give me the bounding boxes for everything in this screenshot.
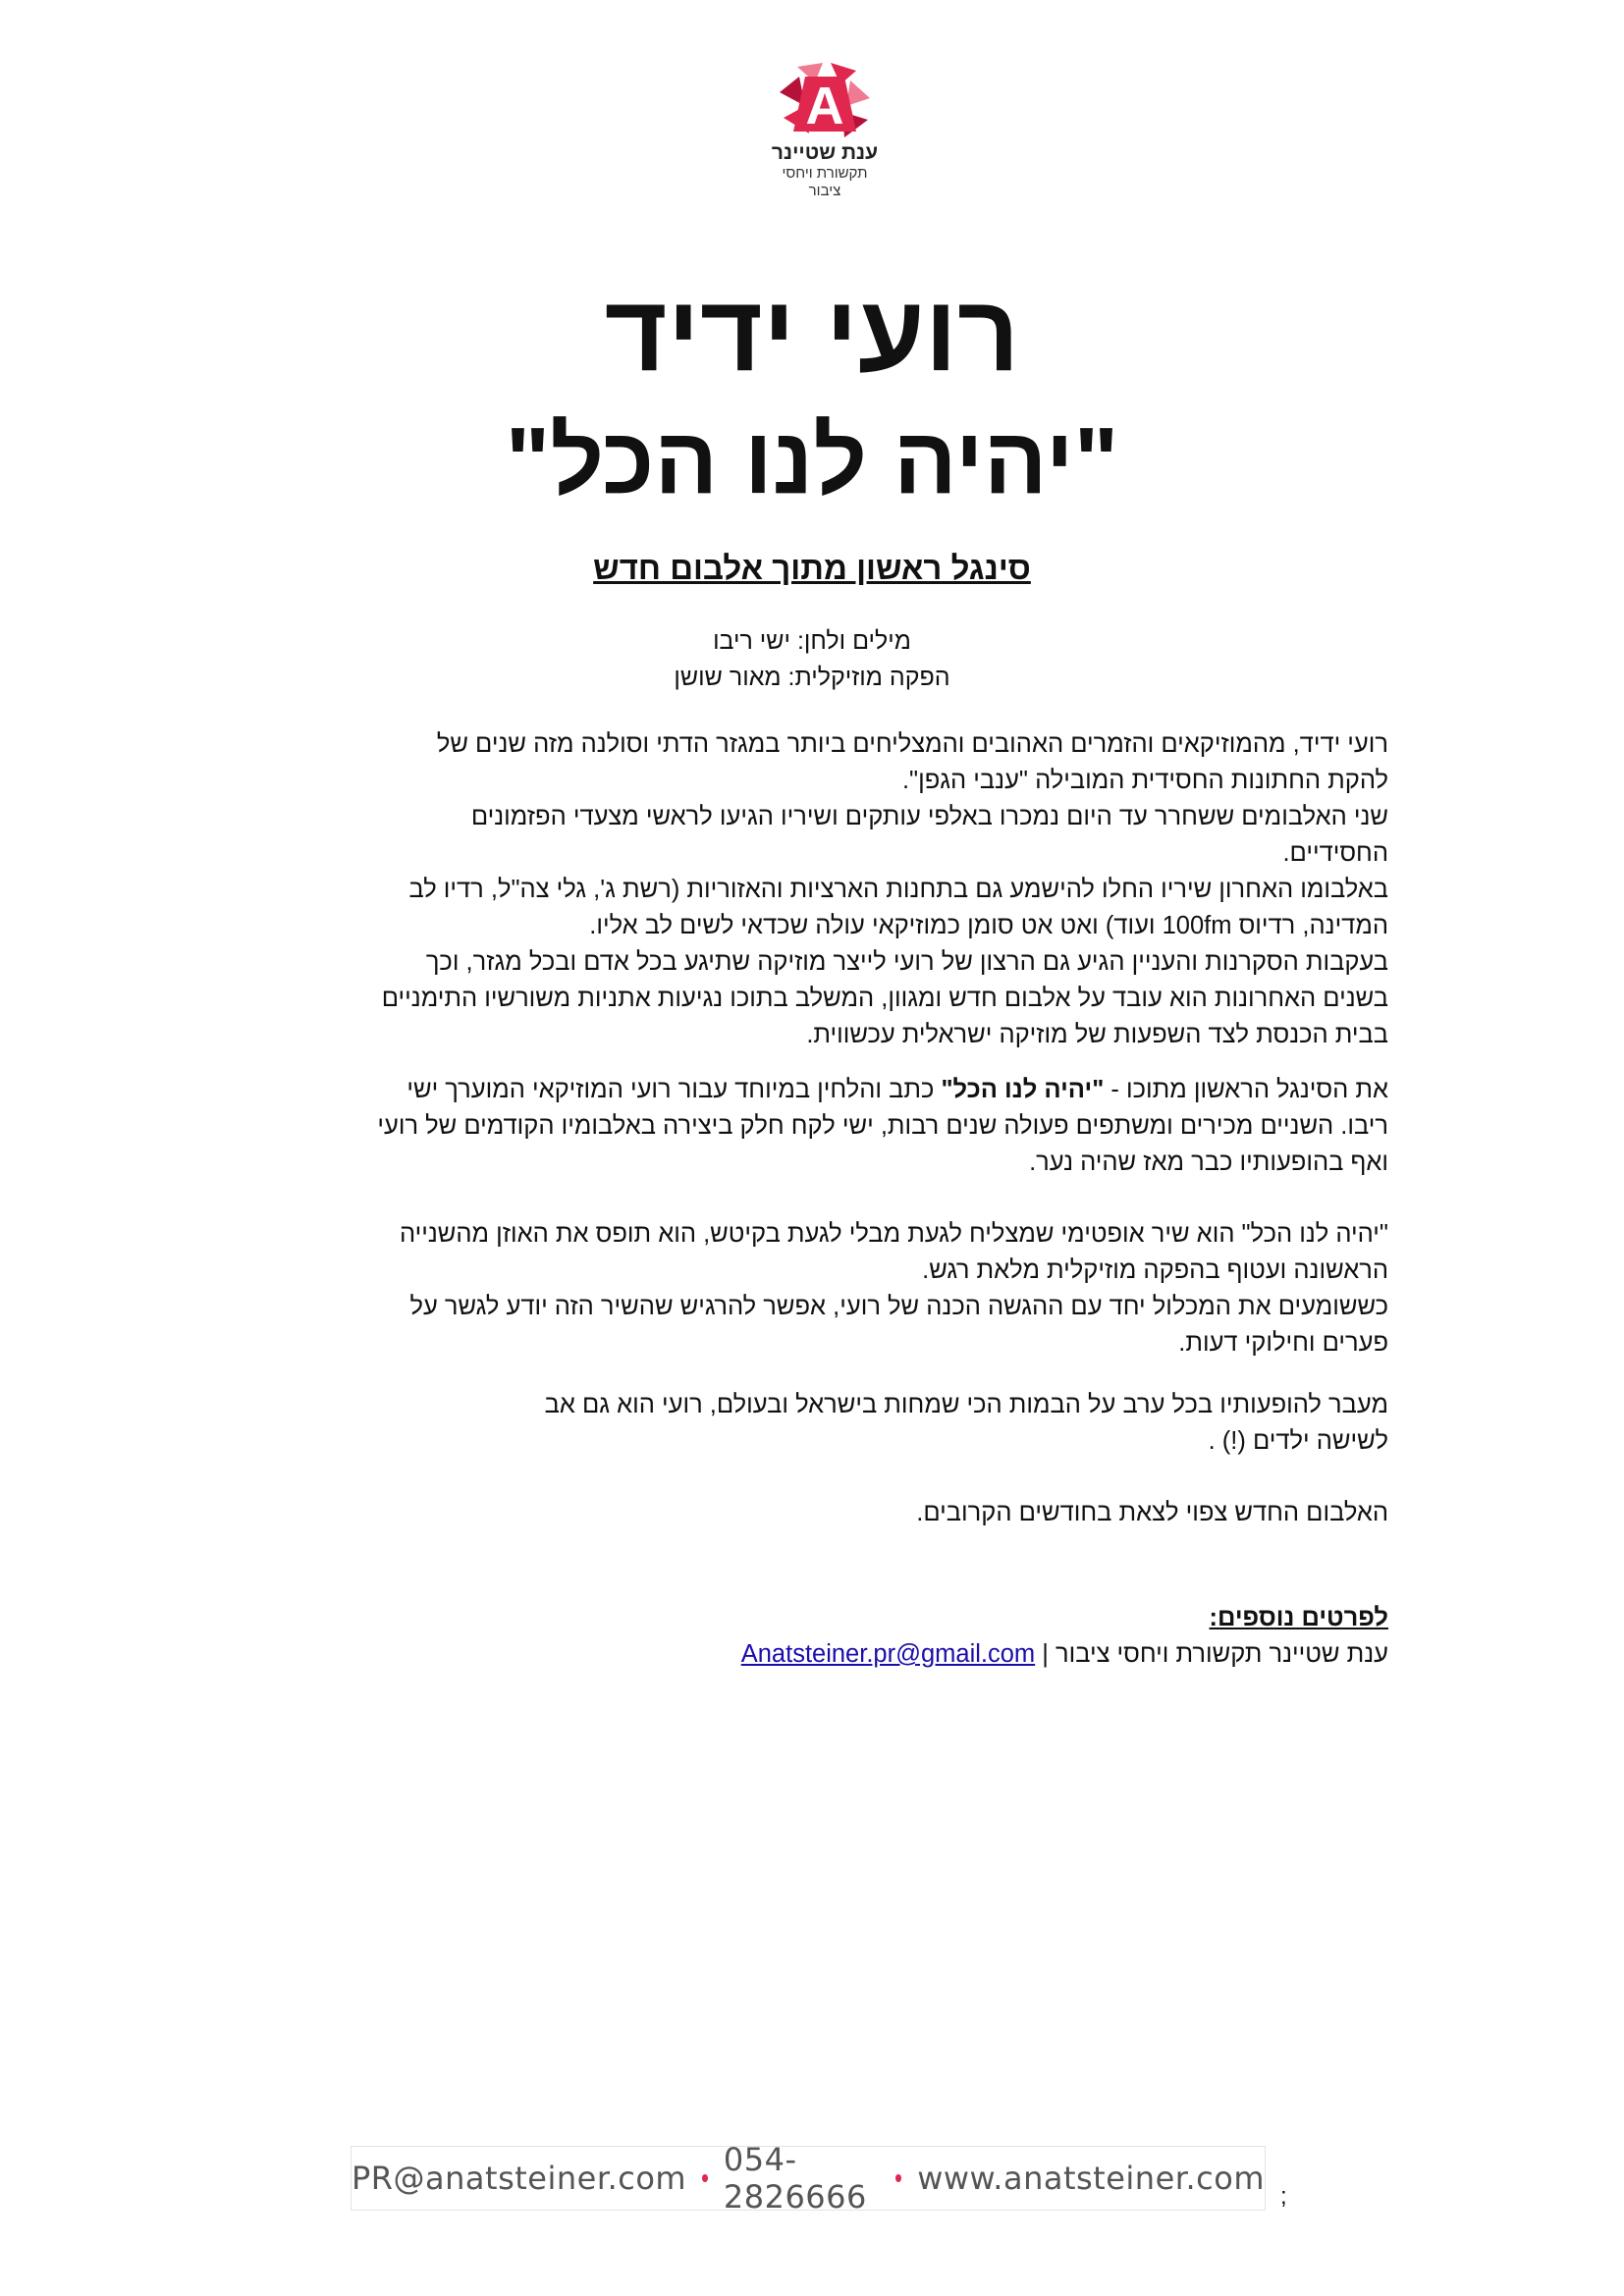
credit-lyrics: מילים ולחן: ישי ריבו (713, 627, 911, 655)
text-line: בעקבות הסקרנות והעניין הגיע גם הרצון של רועי לייצר מוזיקה שתיגע בכל אדם ובכל מגזר, וכך (425, 948, 1388, 976)
contact-heading: לפרטים נוספים: (1209, 1604, 1388, 1631)
text-line: להקת החתונות החסידית המובילה "ענבי הגפן". (901, 767, 1388, 794)
company-logo (766, 63, 884, 210)
text-line: בשנים האחרונות הוא עובד על אלבום חדש ומגוון, המשלב בתוכו נגיעות אתניות משורשיו התימניים (381, 985, 1388, 1012)
text-line (245, 1072, 1388, 1108)
contact-line (245, 1636, 1388, 1673)
paragraph-bio (245, 726, 1388, 1053)
credits (0, 623, 1624, 696)
text-line: האלבום החדש צפוי לצאת בחודשים הקרובים. (916, 1499, 1388, 1526)
text-line: מעבר להופעותיו בכל ערב על הבמות הכי שמחות בישראל ובעולם, רועי הוא גם אב (544, 1391, 1388, 1418)
song-name-bold: "יהיה לנו הכל" (941, 1076, 1105, 1103)
paragraph-album (245, 1495, 1388, 1531)
text-line: פערים וחילוקי דעות. (1178, 1329, 1388, 1357)
logo-tagline: תקשורת ויחסי ציבור (782, 165, 868, 199)
text-line: שני האלבומים ששחרר עד היום נמכרו באלפי עותקים ושיריו הגיעו לראשי מצעדי הפזמונים (470, 803, 1388, 830)
artist-title: רועי ידיד (604, 273, 1020, 394)
text-line: ואף בהופעותיו כבר מאז שהיה נער. (1029, 1148, 1388, 1176)
text-line: בבית הכנסת לצד השפעות של מוזיקה ישראלית עכשווית. (806, 1021, 1388, 1048)
text-line: החסידיים. (1282, 839, 1388, 867)
paragraph-song (245, 1216, 1388, 1362)
contact-email-link[interactable]: Anatsteiner.pr@gmail.com (740, 1640, 1036, 1668)
credit-production: הפקה מוזיקלית: מאור שושן (674, 664, 950, 691)
contact-section (245, 1600, 1388, 1673)
text-span: כתב והלחין במיוחד עבור רועי המוזיקאי המוערך ישי (406, 1076, 942, 1103)
song-title: "יהיה לנו הכל" (505, 408, 1119, 513)
text-line: רועי ידיד, מהמוזיקאים והזמרים האהובים והמצליחים ביותר במגזר הדתי וסולנה מזה שנים של (436, 730, 1388, 758)
logo-name: ענת שטיינר (771, 141, 879, 164)
dot-separator-icon (702, 2174, 708, 2182)
text-line: כששומעים את המכלול יחד עם ההגשה הכנה של רועי, אפשר להרגיש שהשיר הזה יודע לגשר על (409, 1293, 1388, 1320)
paragraph-single (245, 1072, 1388, 1181)
logo-mark-icon (776, 63, 874, 139)
dot-separator-icon (895, 2174, 901, 2182)
footer-email: PR@anatsteiner.com (352, 2160, 687, 2197)
text-line: באלבומו האחרון שיריו החלו להישמע גם בתחנות הארציות והאזוריות (רשת ג', גלי צה"ל, רדיו לב (408, 876, 1388, 903)
contact-org: ענת שטיינר תקשורת ויחסי ציבור | (1035, 1640, 1388, 1668)
footer-banner (351, 2141, 1266, 2216)
text-line: "יהיה לנו הכל" הוא שיר אופטימי שמצליח לגעת מבלי לגעת בקיטש, הוא תופס את האוזן מהשנייה (399, 1220, 1388, 1248)
subtitle: סינגל ראשון מתוך אלבום חדש (593, 550, 1031, 586)
svg-text:A: A (805, 77, 844, 135)
trailing-mark: ; (1280, 2183, 1287, 2210)
footer-website: www.anatsteiner.com (917, 2160, 1265, 2197)
text-span: את הסינגל הראשון מתוכו - (1104, 1076, 1388, 1103)
footer-phone: 054-2826666 (723, 2141, 867, 2216)
text-line: לשישה ילדים (!) . (1208, 1427, 1388, 1455)
text-line: המדינה, רדיוס 100fm ועוד) ואט אט סומן כמוזיקאי עולה שכדאי לשים לב אליו. (589, 912, 1388, 939)
paragraph-family (245, 1387, 1388, 1460)
text-line: הראשונה ועטוף בהפקה מוזיקלית מלאת רגש. (922, 1256, 1388, 1284)
text-line: ריבו. השניים מכירים ומשתפים פעולה שנים רבות, ישי לקח חלק ביצירה באלבומיו הקודמים של רועי (377, 1112, 1388, 1140)
